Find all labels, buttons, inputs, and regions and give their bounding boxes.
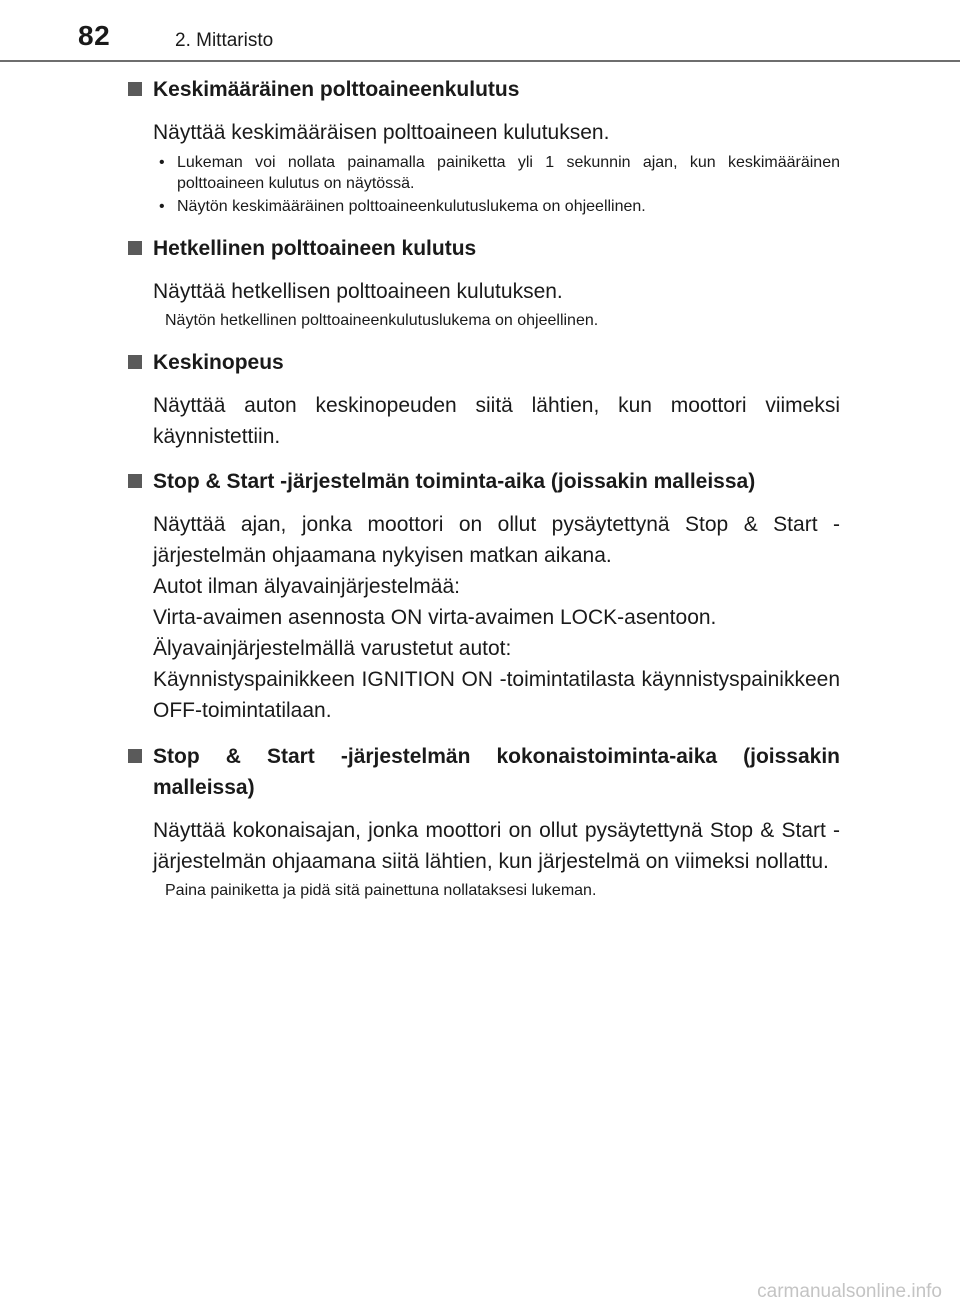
square-bullet-icon [128,82,142,96]
square-bullet-icon [128,241,142,255]
chapter-title: 2. Mittaristo [175,30,274,51]
section-heading [128,466,840,497]
body-paragraph: Näyttää ajan, jonka moottori on ollut pysäytettynä Stop & Start -järjestelmän ohjaamana nykyisen matkan aikana. [153,513,840,567]
section-heading [128,741,840,803]
section-average-fuel-consumption [128,74,840,217]
list-item-text: Lukeman voi nollata painamalla painiketta yli 1 sekunnin ajan, kun keskimääräinen polttoaineen kulutus on näytössä. [177,154,840,192]
section-heading-text: Hetkellinen polttoaineen kulutus [153,237,477,260]
section-note: Näytön hetkellinen polttoaineenkulutuslukema on ohjeellinen. [165,312,599,329]
bullet-dot-icon: • [159,198,165,215]
section-heading-text: Stop & Start -järjestelmän toiminta-aika (joissakin malleissa) [153,470,756,493]
section-instant-fuel-consumption [128,233,840,331]
section-stop-start-total-time [128,741,840,901]
page-content [128,62,840,901]
body-line: Virta-avaimen asennosta ON virta-avaimen LOCK-asentoon. [153,606,717,629]
body-line: Älyavainjärjestelmällä varustetut autot: [153,637,512,660]
section-body: Näyttää kokonaisajan, jonka moottori on ollut pysäytettynä Stop & Start -järjestelmän ohjaamana siitä lähtien, kun järjestelmä on viimeksi nollattu. [153,819,840,873]
bullet-dot-icon: • [159,154,165,171]
section-note: Paina painiketta ja pidä sitä painettuna nollataksesi lukeman. [165,882,597,899]
section-heading [128,233,840,264]
section-heading [128,74,840,105]
section-heading-text: Stop & Start -järjestelmän kokonaistoiminta-aika (joissakin malleissa) [153,745,840,799]
square-bullet-icon [128,355,142,369]
section-stop-start-time [128,466,840,726]
site-watermark: carmanualsonline.info [757,1281,942,1302]
list-item [153,196,840,217]
section-heading-text: Keskimääräinen polttoaineenkulutus [153,78,520,101]
body-line: Autot ilman älyavainjärjestelmää: [153,575,460,598]
section-body: Näyttää keskimääräisen polttoaineen kulutuksen. [153,121,610,144]
body-line: Käynnistyspainikkeen IGNITION ON -toimintatilasta käynnistyspainikkeen OFF-toimintatilaan. [153,668,840,722]
section-average-speed [128,347,840,452]
section-body: Näyttää auton keskinopeuden siitä lähtien, kun moottori viimeksi käynnistettiin. [153,394,840,448]
page-header [0,0,960,62]
section-body: Näyttää hetkellisen polttoaineen kulutuksen. [153,280,563,303]
section-body [128,509,840,726]
section-heading [128,347,840,378]
bullet-list [128,152,840,217]
page-number: 82 [78,20,111,51]
section-heading-text: Keskinopeus [153,351,284,374]
list-item-text: Näytön keskimääräinen polttoaineenkulutuslukema on ohjeellinen. [177,198,646,215]
square-bullet-icon [128,749,142,763]
square-bullet-icon [128,474,142,488]
list-item [153,152,840,194]
